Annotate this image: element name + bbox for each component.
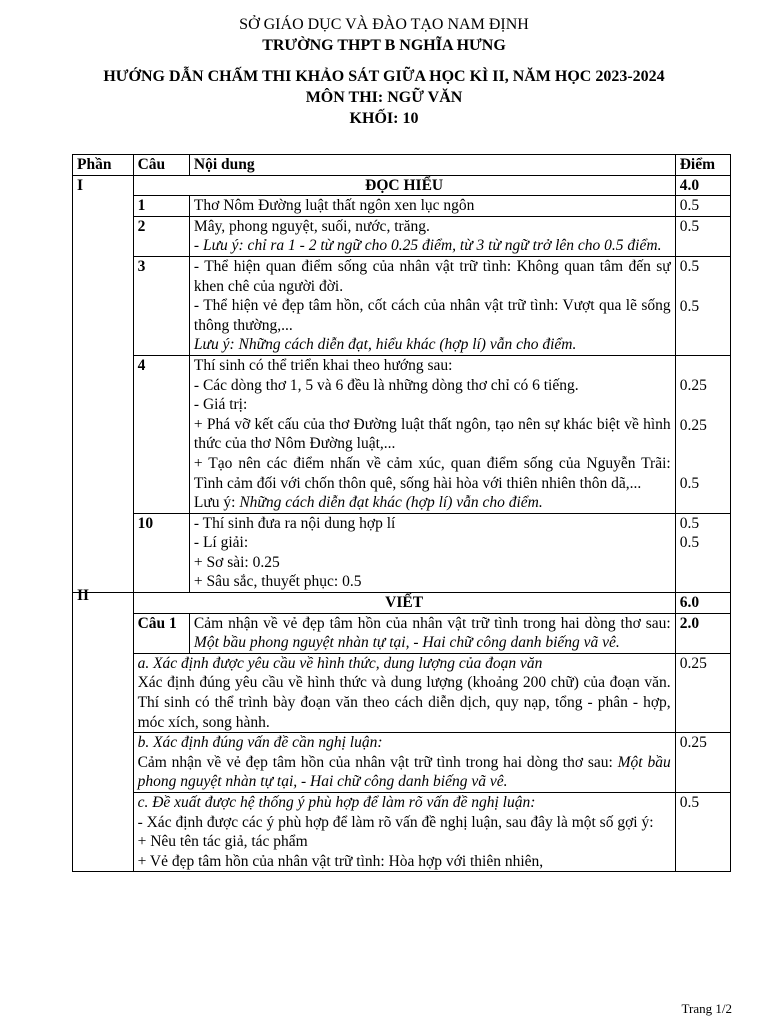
grading-note: - Lưu ý: chỉ ra 1 - 2 từ ngữ cho 0.25 điểm, từ 3 từ ngữ trở lên cho 0.5 điểm. <box>193 237 662 255</box>
answer-content <box>189 513 675 592</box>
table-row <box>73 613 731 653</box>
subject-line: MÔN THI: NGỮ VĂN <box>305 89 463 106</box>
answer-line: - Các dòng thơ 1, 5 và 6 đều là những dòng thơ chỉ có 6 tiếng. <box>193 376 579 394</box>
note-text: Những cách diễn đạt khác (hợp lí) vẫn cho điểm. <box>239 494 543 512</box>
criterion-content <box>133 793 675 872</box>
criterion-title: c. Đề xuất được hệ thống ý phù hợp để làm rõ vấn đề nghị luận: <box>137 794 536 811</box>
answer-line: + Sơ sài: 0.25 <box>193 553 280 571</box>
grading-table <box>72 154 731 872</box>
score-value: 0.25 <box>675 653 730 732</box>
answer-content: Thơ Nôm Đường luật thất ngôn xen lục ngôn <box>189 196 675 217</box>
part-label: I <box>73 175 134 592</box>
answer-line: - Thể hiện quan điểm sống của nhân vật trữ tình: Không quan tâm đến sự khen chê của người đời. <box>193 257 671 295</box>
score-value: 0.5 <box>679 297 700 315</box>
table-row <box>73 256 731 355</box>
answer-content <box>189 613 675 653</box>
header-part: Phần <box>73 155 134 176</box>
criterion-line: + Nêu tên tác giả, tác phẩm <box>137 833 308 851</box>
poem-quote: Một bầu phong nguyệt nhàn tự tại, - Hai chữ công danh biếng vã vê. <box>137 753 671 791</box>
score-value: 0.5 <box>679 514 700 532</box>
grading-note <box>194 493 671 513</box>
content-prefix: Cảm nhận về vẻ đẹp tâm hồn của nhân vật trữ tình trong hai dòng thơ sau: <box>193 614 671 632</box>
score-value: 2.0 <box>675 613 730 653</box>
answer-line: + Tạo nên các điểm nhấn về cảm xúc, quan điểm sống của Nguyễn Trãi: Tình cảm đối với chốn thôn quê, sống hài hòa với thiên nhiên thôn dã,... <box>193 454 671 492</box>
table-row <box>73 593 731 614</box>
question-number: 3 <box>133 256 189 355</box>
document-header <box>0 14 768 129</box>
table-row <box>73 196 731 217</box>
school-name: TRƯỜNG THPT B NGHĨA HƯNG <box>262 37 506 54</box>
score-value: 0.25 <box>679 416 707 434</box>
criterion-content <box>133 653 675 732</box>
score-value: 0.5 <box>679 257 700 275</box>
answer-line: Mây, phong nguyệt, suối, nước, trăng. <box>193 217 430 235</box>
question-number: 4 <box>133 355 189 513</box>
answer-line: + Phá vỡ kết cấu của thơ Đường luật thất ngôn, tạo nên sự khác biệt về hình thức của thơ Nôm Đường luật,... <box>193 415 671 453</box>
header-score: Điểm <box>675 155 730 176</box>
table-row <box>73 175 731 196</box>
section-score: 6.0 <box>675 593 730 614</box>
table-row <box>73 216 731 256</box>
answer-line: - Thí sinh đưa ra nội dung hợp lí <box>193 514 396 532</box>
score-value: 0.25 <box>679 376 707 394</box>
document-title: HƯỚNG DẪN CHẤM THI KHẢO SÁT GIỮA HỌC KÌ II, NĂM HỌC 2023-2024 <box>103 68 665 85</box>
criterion-line: + Vẻ đẹp tâm hồn của nhân vật trữ tình: Hòa hợp với thiên nhiên, <box>137 852 544 870</box>
question-number: Câu 1 <box>133 613 189 653</box>
criterion-body <box>138 753 671 792</box>
score-cell <box>675 513 730 592</box>
table-header-row <box>73 155 731 176</box>
header-question: Câu <box>133 155 189 176</box>
department-name: SỞ GIÁO DỤC VÀ ĐÀO TẠO NAM ĐỊNH <box>239 16 529 33</box>
criterion-body: Xác định đúng yêu cầu về hình thức và dung lượng (khoảng 200 chữ) của đoạn văn. Thí sinh có thể trình bày đoạn văn theo cách diễn dịch, quy nạp, tổng - phân - hợp, móc xích, song hành. <box>137 674 671 731</box>
score-cell <box>675 256 730 355</box>
score-value: 0.5 <box>679 475 700 493</box>
answer-line: Thí sinh có thể triển khai theo hướng sau: <box>193 356 453 374</box>
question-number: 2 <box>133 216 189 256</box>
table-row <box>73 355 731 513</box>
table-row <box>73 733 731 793</box>
section-score: 4.0 <box>675 175 730 196</box>
note-prefix: Lưu ý: <box>193 494 240 512</box>
table-row <box>73 653 731 732</box>
poem-quote: Một bầu phong nguyệt nhàn tự tại, - Hai chữ công danh biếng vã vê. <box>193 634 620 652</box>
criterion-line: - Xác định được các ý phù hợp để làm rõ vấn đề nghị luận, sau đây là một số gợi ý: <box>137 813 654 831</box>
criterion-title: a. Xác định được yêu cầu về hình thức, dung lượng của đoạn văn <box>137 654 543 672</box>
section-title: ĐỌC HIỂU <box>133 175 675 196</box>
criterion-content <box>133 733 675 793</box>
answer-content <box>189 256 675 355</box>
score-value: 0.5 <box>675 196 730 217</box>
score-value: 0.5 <box>679 534 700 552</box>
criterion-title: b. Xác định đúng vấn đề cần nghị luận: <box>137 734 383 752</box>
question-number: 1 <box>133 196 189 217</box>
part-label: II <box>73 593 134 872</box>
score-value: 0.5 <box>675 216 730 256</box>
body-prefix: Cảm nhận về vẻ đẹp tâm hồn của nhân vật trữ tình trong hai dòng thơ sau: <box>137 753 618 771</box>
score-cell <box>675 355 730 513</box>
answer-content <box>189 355 675 513</box>
table-row <box>73 513 731 592</box>
question-number: 10 <box>133 513 189 592</box>
table-row <box>73 793 731 872</box>
grade-line: KHỐI: 10 <box>349 110 419 127</box>
answer-line: - Giá trị: <box>193 396 248 414</box>
page-number: Trang 1/2 <box>681 1001 732 1016</box>
answer-line: - Lí giải: <box>193 534 249 552</box>
answer-content <box>189 216 675 256</box>
answer-line: + Sâu sắc, thuyết phục: 0.5 <box>193 573 362 591</box>
header-content: Nội dung <box>189 155 675 176</box>
grading-note: Lưu ý: Những cách diễn đạt, hiểu khác (hợp lí) vẫn cho điểm. <box>193 336 577 354</box>
score-value: 0.25 <box>675 733 730 793</box>
answer-line: - Thể hiện vẻ đẹp tâm hồn, cốt cách của nhân vật trữ tình: Vượt qua lẽ sống thông thường,... <box>193 297 671 334</box>
score-value: 0.5 <box>675 793 730 872</box>
section-title: VIẾT <box>133 593 675 614</box>
